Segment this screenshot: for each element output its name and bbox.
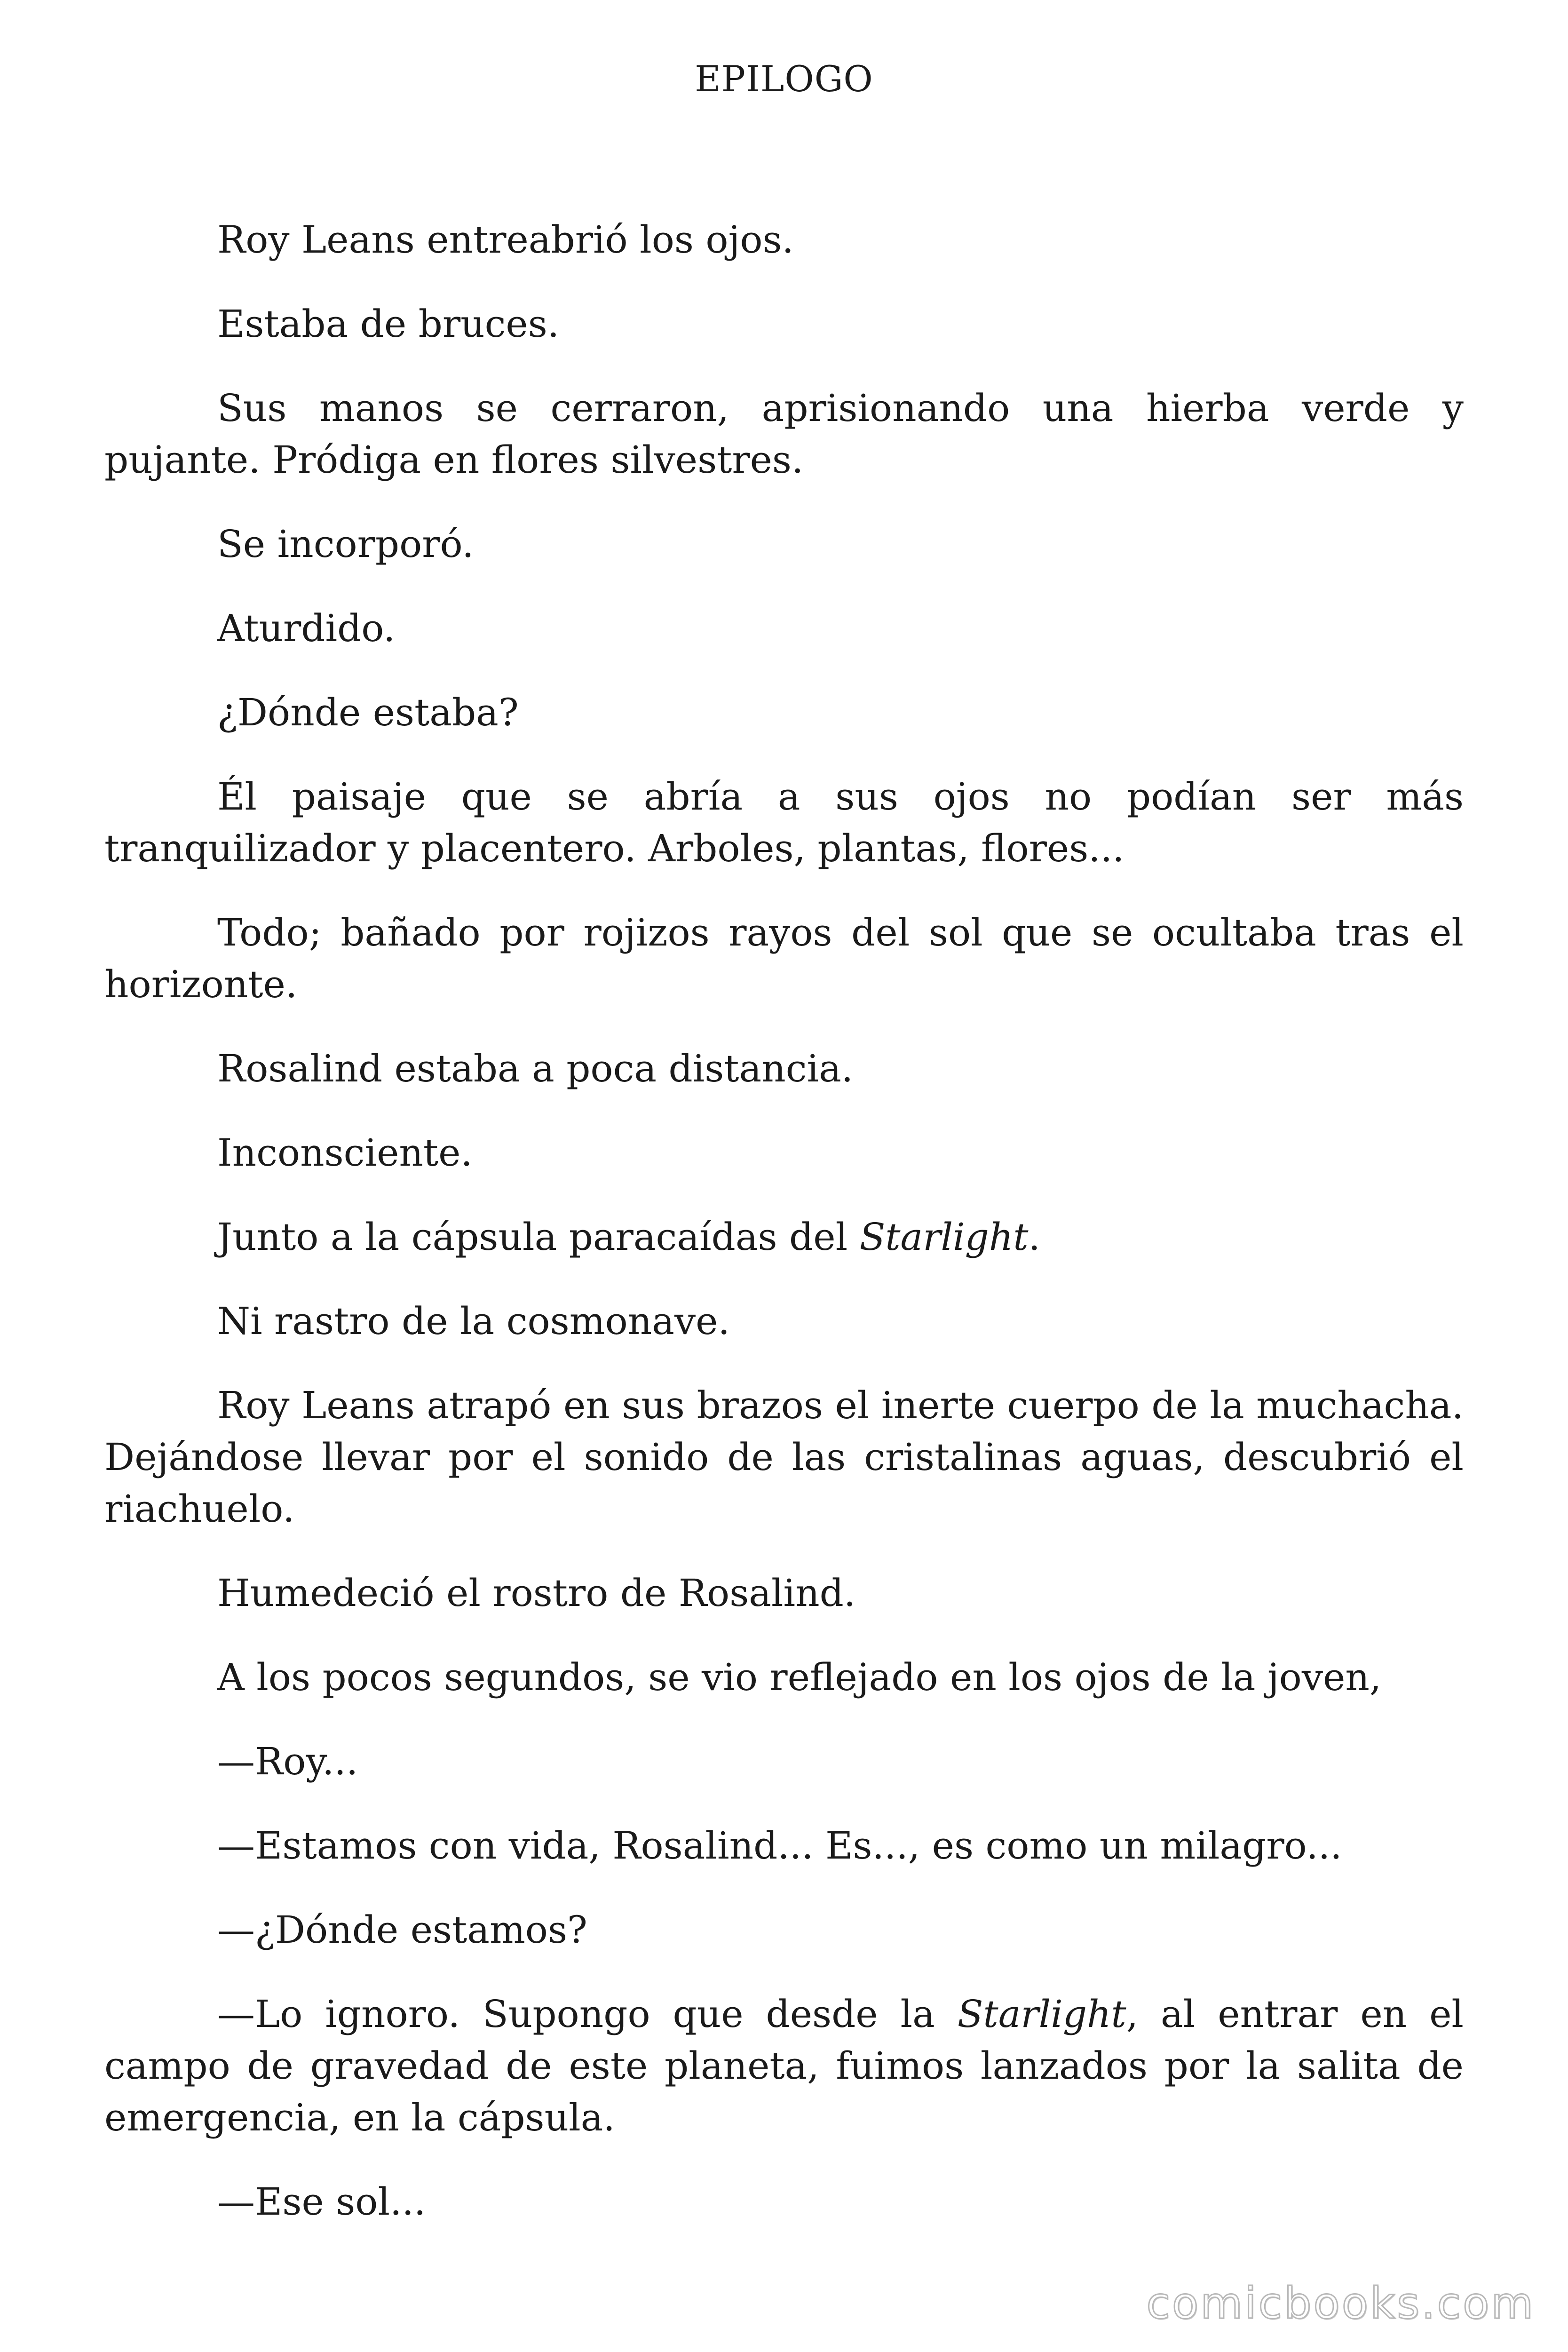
text-segment: .	[1028, 1215, 1040, 1259]
paragraph: Estaba de bruces.	[217, 302, 560, 346]
paragraph: A los pocos segundos, se vio reflejado en los ojos de la joven,	[217, 1655, 1382, 1699]
paragraph	[104, 1211, 1464, 1263]
paragraph: Aturdido.	[217, 606, 396, 650]
text-segment: , al entrar en el campo de gravedad de este planeta, fuimos lanzados por la salita de emergencia, en la cápsula.	[104, 1992, 1464, 2139]
paragraph: Rosalind estaba a poca distancia.	[217, 1047, 854, 1090]
paragraph: —Estamos con vida, Rosalind... Es..., es como un milagro...	[217, 1824, 1342, 1867]
ship-name-italic: Starlight	[859, 1215, 1029, 1259]
paragraph: Sus manos se cerraron, aprisionando una hierba verde y pujante. Pródiga en flores silvestres.	[104, 386, 1464, 482]
paragraph: —Roy...	[217, 1740, 358, 1783]
paragraph: Él paisaje que se abría a sus ojos no podían ser más tranquilizador y placentero. Arboles, plantas, flores...	[104, 775, 1464, 870]
paragraph: Roy Leans entreabrió los ojos.	[217, 218, 794, 262]
paragraph: Todo; bañado por rojizos rayos del sol que se ocultaba tras el horizonte.	[104, 911, 1464, 1006]
watermark: comicbooks.com	[1146, 2278, 1535, 2328]
ship-name-italic: Starlight	[957, 1992, 1126, 2036]
paragraph: Roy Leans atrapó en sus brazos el inerte cuerpo de la muchacha. Dejándose llevar por el sonido de las cristalinas aguas, descubrió el riachuelo.	[104, 1383, 1464, 1531]
paragraph: —¿Dónde estamos?	[217, 1908, 587, 1952]
chapter-title: EPILOGO	[695, 58, 873, 100]
paragraph: —Ese sol...	[217, 2180, 426, 2224]
paragraph: Humedeció el rostro de Rosalind.	[217, 1571, 856, 1615]
paragraph: Inconsciente.	[217, 1131, 473, 1175]
paragraph: ¿Dónde estaba?	[217, 691, 519, 734]
paragraph: Ni rastro de la cosmonave.	[217, 1299, 730, 1343]
text-segment: —Lo ignoro. Supongo que desde la	[217, 1992, 958, 2036]
paragraph: Se incorporó.	[217, 522, 474, 566]
paragraph	[104, 1988, 1464, 2144]
body-text	[104, 214, 1464, 2260]
text-segment: Junto a la cápsula paracaídas del	[217, 1215, 860, 1259]
